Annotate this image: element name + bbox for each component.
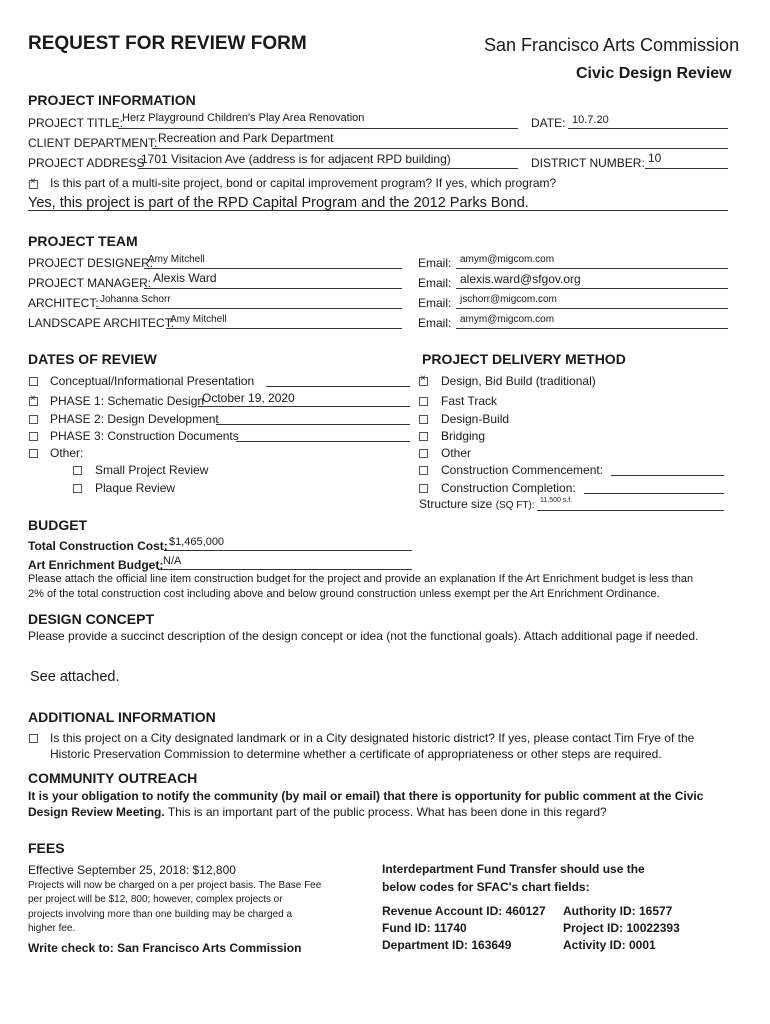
email-manager-label: Email:: [418, 276, 452, 290]
section-design-concept: DESIGN CONCEPT: [28, 611, 155, 627]
completion-checkbox[interactable]: [419, 484, 428, 493]
completion-line: [584, 493, 724, 494]
email-landscape-line: [456, 328, 728, 329]
revenue-account-id: Revenue Account ID: 460127: [382, 904, 546, 918]
landmark-checkbox[interactable]: [29, 734, 38, 743]
structure-size-label: [419, 497, 535, 511]
fees-paragraph-2: per project will be $12, 800; however, complex projects or: [28, 894, 283, 905]
structure-size-text: Structure size: [419, 497, 493, 511]
fees-check-payable: Write check to: San Francisco Arts Commission: [28, 941, 302, 955]
client-department-field[interactable]: Recreation and Park Department: [158, 131, 334, 145]
other-review-checkbox[interactable]: [29, 449, 38, 458]
conceptual-label: Conceptual/Informational Presentation: [50, 374, 255, 388]
email-architect-field[interactable]: jschorr@migcom.com: [460, 294, 557, 305]
design-build-checkbox[interactable]: [419, 415, 428, 424]
dbb-checkbox[interactable]: [419, 377, 428, 386]
budget-note-line1: Please attach the official line item construction budget for the project and provide an explanation If the Art Enrichment budget is less than: [28, 573, 694, 585]
section-additional-information: ADDITIONAL INFORMATION: [28, 709, 216, 725]
org-name: San Francisco Arts Commission: [484, 35, 740, 55]
outreach-line2: [28, 805, 607, 819]
district-number-label: DISTRICT NUMBER:: [531, 156, 645, 170]
section-project-team: PROJECT TEAM: [28, 233, 138, 249]
phase2-line: [216, 424, 410, 425]
phase1-label: PHASE 1: Schematic Design: [50, 394, 205, 408]
structure-size-unit: (SQ FT):: [495, 500, 535, 511]
other-delivery-label: Other: [441, 446, 472, 460]
form-subtitle: Civic Design Review: [576, 65, 732, 82]
project-title-field[interactable]: Herz Playground Children's Play Area Renovation: [122, 112, 365, 124]
fees-paragraph-3: projects involving more than one building may be charged a: [28, 909, 293, 920]
project-id: Project ID: 10022393: [563, 921, 680, 935]
district-number-line: [645, 168, 728, 169]
project-address-label: PROJECT ADDRESS: [28, 156, 145, 170]
project-manager-field[interactable]: Alexis Ward: [153, 271, 217, 285]
project-title-line: [118, 128, 518, 129]
architect-label: ARCHITECT:: [28, 296, 99, 310]
outreach-normal-text: This is an important part of the public process. What has been done in this regard?: [164, 805, 607, 819]
email-landscape-field[interactable]: amym@migcom.com: [460, 314, 555, 325]
total-cost-label: Total Construction Cost:: [28, 539, 168, 553]
fast-track-checkbox[interactable]: [419, 397, 428, 406]
total-cost-field[interactable]: $1,465,000: [169, 536, 225, 548]
architect-field[interactable]: Johanna Schorr: [100, 294, 171, 305]
authority-id: Authority ID: 16577: [563, 904, 673, 918]
landscape-architect-field[interactable]: Amy Mitchell: [170, 314, 227, 325]
transfer-line2: below codes for SFAC's chart fields:: [382, 880, 590, 894]
bridging-checkbox[interactable]: [419, 432, 428, 441]
activity-id: Activity ID: 0001: [563, 938, 656, 952]
commencement-label: Construction Commencement:: [441, 463, 604, 477]
section-budget: BUDGET: [28, 517, 88, 533]
phase2-label: PHASE 2: Design Development: [50, 412, 219, 426]
enrichment-field[interactable]: N/A: [163, 555, 182, 567]
other-review-label: Other:: [50, 446, 84, 460]
phase3-line: [236, 441, 410, 442]
dbb-label: Design, Bid Build (traditional): [441, 374, 596, 388]
date-line: [568, 128, 728, 129]
email-landscape-label: Email:: [418, 316, 452, 330]
other-delivery-checkbox[interactable]: [419, 449, 428, 458]
form-title: REQUEST FOR REVIEW FORM: [28, 33, 307, 54]
commencement-line: [611, 475, 724, 476]
budget-note-line2: 2% of the total construction cost including above and below ground construction unless exempt per the Art Enrichment Ordinance.: [28, 588, 660, 600]
fund-id: Fund ID: 11740: [382, 921, 467, 935]
project-address-line: [138, 168, 518, 169]
conceptual-line: [266, 386, 410, 387]
section-fees: FEES: [28, 840, 65, 856]
outreach-line1: It is your obligation to notify the community (by mail or email) that there is opportunity for public comment at the Civic: [28, 789, 704, 803]
small-project-label: Small Project Review: [95, 463, 209, 477]
phase1-checkbox[interactable]: [29, 397, 38, 406]
section-dates-of-review: DATES OF REVIEW: [28, 351, 157, 367]
date-field[interactable]: 10.7.20: [572, 114, 609, 126]
section-community-outreach: COMMUNITY OUTREACH: [28, 770, 198, 786]
section-project-information: PROJECT INFORMATION: [28, 92, 196, 108]
structure-size-field[interactable]: 11,500 s.f.: [540, 497, 573, 504]
transfer-line1: Interdepartment Fund Transfer should use the: [382, 862, 645, 876]
multisite-checkbox[interactable]: [29, 180, 38, 189]
email-manager-line: [456, 288, 728, 289]
design-concept-instruction: Please provide a succinct description of the design concept or idea (not the functional goals). Attach additional page if needed.: [28, 629, 699, 643]
landmark-question-line2: Historic Preservation Commission to determine whether a certificate of appropriateness or other steps are required.: [50, 747, 662, 761]
section-delivery-method: PROJECT DELIVERY METHOD: [422, 351, 626, 367]
project-designer-label: PROJECT DESIGNER:: [28, 256, 154, 270]
fast-track-label: Fast Track: [441, 394, 498, 408]
project-address-field[interactable]: 1701 Visitacion Ave (address is for adjacent RPD building): [141, 152, 451, 166]
client-department-label: CLIENT DEPARTMENT:: [28, 136, 158, 150]
fees-effective: Effective September 25, 2018: $12,800: [28, 863, 236, 877]
small-project-checkbox[interactable]: [73, 466, 82, 475]
email-designer-line: [456, 268, 728, 269]
design-concept-field[interactable]: See attached.: [30, 669, 120, 685]
conceptual-checkbox[interactable]: [29, 377, 38, 386]
enrichment-label: Art Enrichment Budget:: [28, 558, 164, 572]
plaque-review-label: Plaque Review: [95, 481, 176, 495]
department-id: Department ID: 163649: [382, 938, 512, 952]
project-manager-line: [144, 288, 402, 289]
project-designer-line: [144, 268, 402, 269]
email-architect-line: [456, 308, 728, 309]
plaque-review-checkbox[interactable]: [73, 484, 82, 493]
phase3-checkbox[interactable]: [29, 432, 38, 441]
project-title-label: PROJECT TITLE:: [28, 116, 123, 130]
email-designer-label: Email:: [418, 256, 452, 270]
enrichment-line: [158, 569, 412, 570]
landscape-architect-line: [166, 328, 402, 329]
phase1-date-field[interactable]: October 19, 2020: [202, 391, 295, 405]
structure-size-line: [537, 510, 724, 511]
client-department-line: [152, 148, 728, 149]
district-number-field[interactable]: 10: [648, 151, 662, 165]
phase1-line: [198, 406, 410, 407]
date-label: DATE:: [531, 116, 566, 130]
total-cost-line: [164, 550, 412, 551]
bridging-label: Bridging: [441, 429, 486, 443]
project-manager-label: PROJECT MANAGER:: [28, 276, 152, 290]
completion-label: Construction Completion:: [441, 481, 576, 495]
email-designer-field[interactable]: amym@migcom.com: [460, 254, 555, 265]
design-build-label: Design-Build: [441, 412, 510, 426]
landscape-architect-label: LANDSCAPE ARCHITECT:: [28, 316, 175, 330]
email-architect-label: Email:: [418, 296, 452, 310]
phase3-label: PHASE 3: Construction Documents: [50, 429, 239, 443]
phase2-checkbox[interactable]: [29, 415, 38, 424]
architect-line: [96, 308, 402, 309]
commencement-checkbox[interactable]: [419, 466, 428, 475]
multisite-answer-field[interactable]: Yes, this project is part of the RPD Capital Program and the 2012 Parks Bond.: [28, 195, 529, 211]
email-manager-field[interactable]: alexis.ward@sfgov.org: [460, 272, 581, 286]
outreach-bold-text: Design Review Meeting.: [28, 805, 165, 819]
landmark-question-line1: Is this project on a City designated landmark or in a City designated historic district? If yes, please contact Tim Frye of the: [50, 731, 695, 745]
project-designer-field[interactable]: Amy Mitchell: [148, 254, 205, 265]
multisite-question: Is this part of a multi-site project, bond or capital improvement program? If yes, which program?: [50, 176, 557, 190]
fees-paragraph-4: higher fee.: [28, 923, 76, 934]
fees-paragraph-1: Projects will now be charged on a per project basis. The Base Fee: [28, 880, 322, 891]
